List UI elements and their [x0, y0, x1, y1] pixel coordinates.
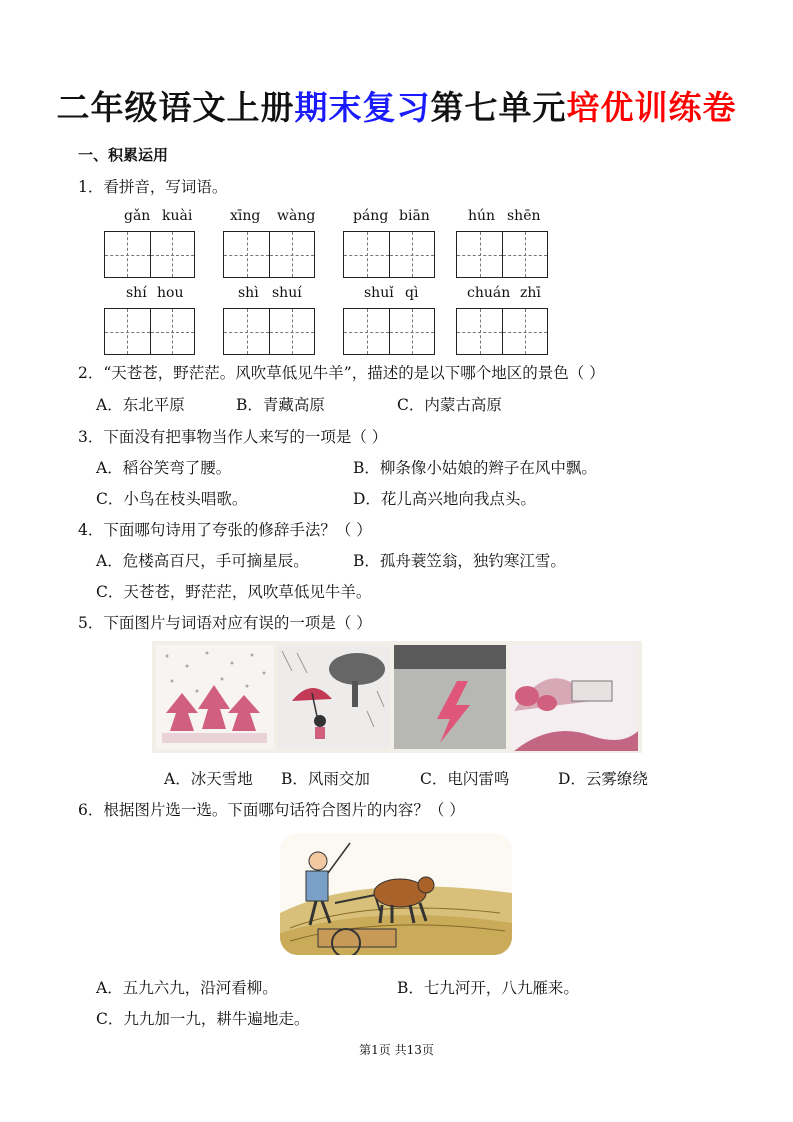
pinyin: shēn — [507, 208, 541, 224]
plowing-picture — [280, 833, 512, 955]
question-2-stem: 2．“天苍苍，野茫茫。风吹草低见牛羊”，描述的是以下哪个地区的景色（ ） — [78, 364, 605, 382]
writing-grid[interactable] — [456, 231, 548, 278]
pinyin: shuǐ — [364, 285, 394, 301]
option-a[interactable]: A．东北平原 — [96, 396, 185, 414]
writing-grid[interactable] — [104, 231, 195, 278]
pinyin: shì — [238, 285, 259, 301]
title-part1: 二年级语文上册 — [56, 88, 295, 127]
title-part3: 第七单元 — [430, 88, 567, 127]
option-a[interactable]: A．冰天雪地 — [164, 770, 253, 788]
question-6-stem: 6．根据图片选一选。下面哪句话符合图片的内容？（ ） — [78, 801, 465, 819]
writing-grid[interactable] — [456, 308, 548, 355]
option-d[interactable]: D．云雾缭绕 — [558, 770, 648, 788]
pinyin: shí — [126, 285, 147, 301]
writing-grid[interactable] — [343, 308, 435, 355]
option-b[interactable]: B．柳条像小姑娘的辫子在风中飘。 — [353, 459, 597, 477]
option-c[interactable]: C．天苍苍，野茫茫，风吹草低见牛羊。 — [96, 583, 372, 601]
question-5-stem: 5．下面图片与词语对应有误的一项是（ ） — [78, 614, 372, 632]
page-footer: 第1页 共13页 — [359, 1043, 434, 1057]
pinyin: chuán — [467, 285, 511, 301]
pinyin: shuí — [272, 285, 302, 301]
writing-grid[interactable] — [223, 231, 315, 278]
title-part4: 培优训练卷 — [566, 88, 737, 127]
option-c[interactable]: C．小鸟在枝头唱歌。 — [96, 490, 248, 508]
option-b[interactable]: B．七九河开，八九雁来。 — [397, 979, 579, 997]
pinyin: wàng — [277, 208, 316, 224]
option-b[interactable]: B．孤舟蓑笠翁，独钓寒江雪。 — [353, 552, 566, 570]
writing-grid[interactable] — [104, 308, 195, 355]
section-heading: 一、积累运用 — [78, 146, 169, 164]
option-c[interactable]: C．电闪雷鸣 — [420, 770, 510, 788]
pinyin: hou — [157, 285, 184, 301]
page-title — [0, 82, 793, 129]
option-b[interactable]: B．风雨交加 — [281, 770, 370, 788]
option-a[interactable]: A．稻谷笑弯了腰。 — [96, 459, 232, 477]
pinyin: kuài — [162, 208, 193, 224]
pinyin: gǎn — [124, 208, 151, 224]
title-part2: 期末复习 — [294, 88, 431, 127]
writing-grid[interactable] — [343, 231, 435, 278]
option-c[interactable]: C．九九加一九，耕牛遍地走。 — [96, 1010, 310, 1028]
pinyin: zhī — [520, 285, 541, 301]
pinyin: xīng — [230, 208, 261, 224]
option-d[interactable]: D．花儿高兴地向我点头。 — [353, 490, 536, 508]
weather-pictures — [152, 641, 642, 753]
question-4-stem: 4．下面哪句诗用了夸张的修辞手法？（ ） — [78, 521, 372, 539]
pinyin: qì — [405, 285, 419, 301]
option-a[interactable]: A．五九六九，沿河看柳。 — [96, 979, 278, 997]
option-a[interactable]: A．危楼高百尺，手可摘星辰。 — [96, 552, 309, 570]
pinyin: biān — [399, 208, 430, 224]
option-b[interactable]: B．青藏高原 — [236, 396, 325, 414]
question-1-stem: 1．看拼音，写词语。 — [78, 178, 228, 196]
pinyin: páng — [353, 208, 389, 224]
question-3-stem: 3．下面没有把事物当作人来写的一项是（ ） — [78, 428, 388, 446]
option-c[interactable]: C．内蒙古高原 — [397, 396, 502, 414]
writing-grid[interactable] — [223, 308, 315, 355]
pinyin: hún — [468, 208, 496, 224]
